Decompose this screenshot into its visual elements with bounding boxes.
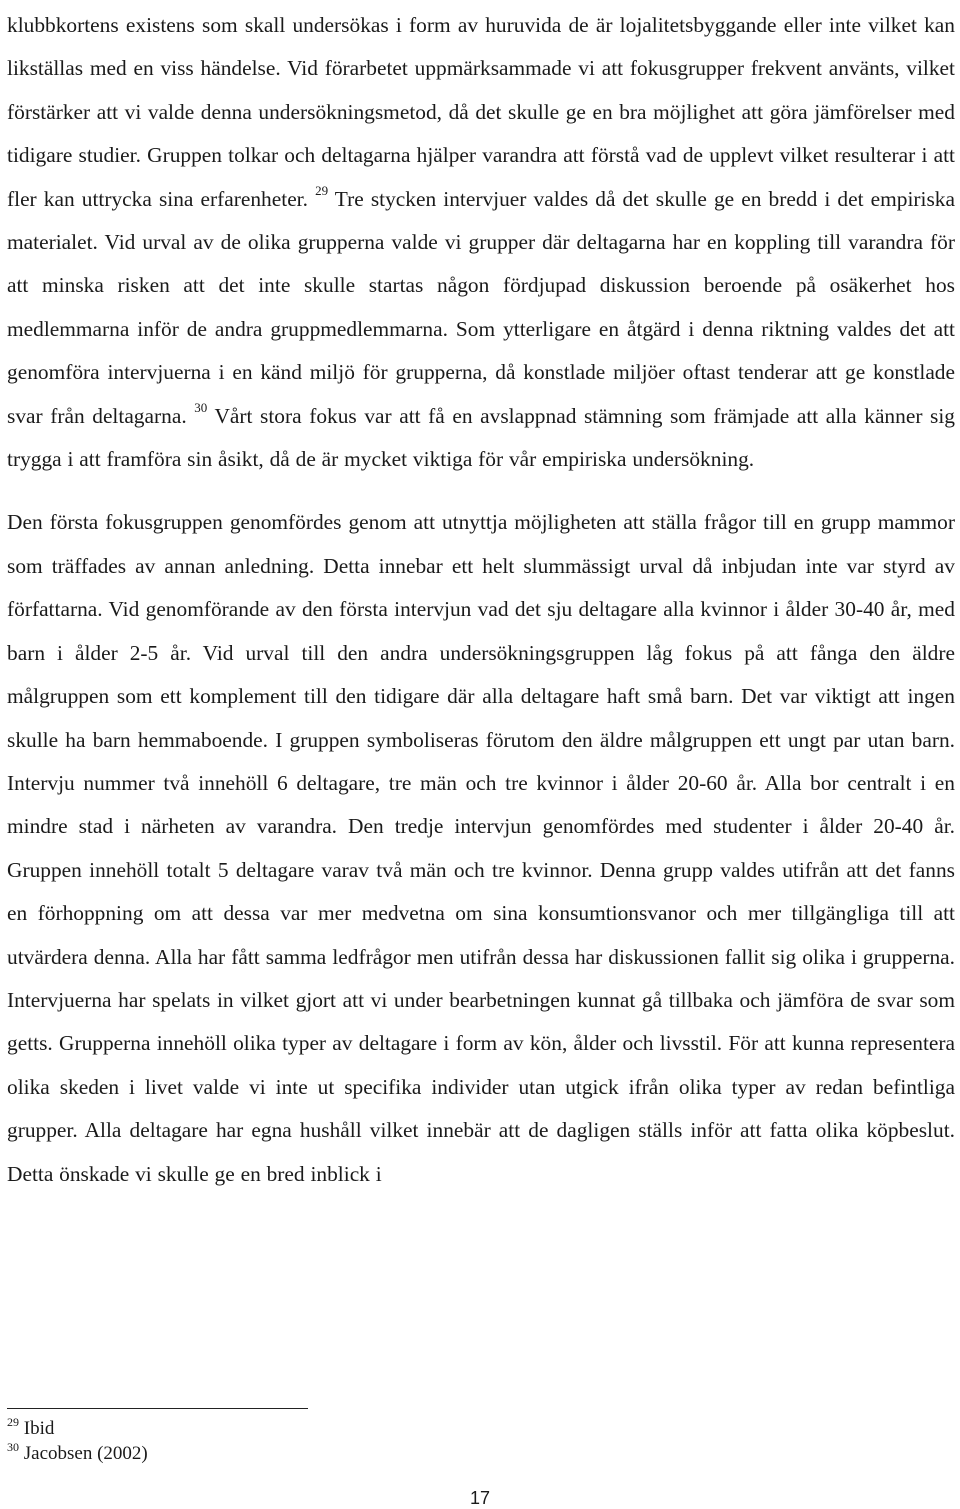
- footnote-ref-29: 29: [315, 182, 329, 198]
- page-number: 17: [469, 1488, 491, 1508]
- footnote-number: 29: [7, 1415, 19, 1429]
- footnote-30: [7, 1441, 607, 1466]
- footnotes: [7, 1416, 607, 1466]
- footnote-separator: [7, 1408, 308, 1409]
- footnote-29: [7, 1416, 607, 1441]
- paragraph-text-run: Vårt stora fokus var att få en avslappnad stämning som främjade att alla känner sig trygga i att framföra sin åsikt, då de är mycket viktiga för vår empiriska undersökning.: [7, 403, 955, 472]
- footnote-number: 30: [7, 1440, 19, 1454]
- paragraph-text-run: Tre stycken intervjuer valdes då det skulle ge en bredd i det empiriska materialet. Vid urval av de olika grupperna valde vi grupper där deltagarna har en koppling till varandra för att minska risken att det inte skulle startas någon fördjupad diskussion beroende på osäkerhet hos medlemmarna inför de andra gruppmedlemmarna. Som ytterligare en åtgärd i denna riktning valdes det att genomföra intervjuerna i en känd miljö för grupperna, då konstlade miljöer oftast tenderar att ge konstlade svar från deltagarna.: [7, 186, 955, 428]
- document-body: [7, 4, 955, 1196]
- footnote-text: Jacobsen (2002): [23, 1443, 148, 1464]
- footnote-text: Ibid: [23, 1418, 55, 1439]
- footnote-ref-30: 30: [194, 399, 208, 415]
- paragraph-text-run: Den första fokusgruppen genomfördes genom att utnyttja möjligheten att ställa frågor till en grupp mammor som träffades av annan anledning. Detta innebar ett helt slummässigt urval då inbjudan inte var styrd av författarna. Vid genomförande av den första intervjun vad det sju deltagare alla kvinnor i ålder 30-40 år, med barn i ålder 2-5 år. Vid urval till den andra undersökningsgruppen låg fokus på att fånga den äldre målgruppen som ett komplement till den tidigare där alla deltagare haft små barn. Det var viktigt att ingen skulle ha barn hemmaboende. I gruppen symboliseras förutom den äldre målgruppen ett ungt par utan barn. Intervju nummer två innehöll 6 deltagare, tre män och tre kvinnor i ålder 20-60 år. Alla bor centralt i en mindre stad i närheten av varandra. Den tredje intervjun genomfördes med studenter i ålder 20-40 år. Gruppen innehöll totalt 5 deltagare varav två män och tre kvinnor. Denna grupp valdes utifrån att det fanns en förhoppning om att dessa var mer medvetna om sina konsumtionsvanor och mer tillgängliga till att utvärdera denna. Alla har fått samma ledfrågor men utifrån dessa har diskussionen fallit sig olika i grupperna. Intervjuerna har spelats in vilket gjort att vi under bearbetningen kunnat gå tillbaka och jämföra de svar som getts. Grupperna innehöll olika typer av deltagare i form av kön, ålder och livsstil. För att kunna representera olika skeden i livet valde vi inte ut specifika individer utan utgick ifrån olika typer av redan befintliga grupper. Alla deltagare har egna hushåll vilket innebär att de dagligen ställs inför att fatta olika köpbeslut. Detta önskade vi skulle ge en bred inblick i: [7, 510, 955, 1186]
- paragraph-text-run: klubbkortens existens som skall undersökas i form av huruvida de är lojalitetsbyggande eller inte vilket kan likställas med en viss händelse. Vid förarbetet uppmärksammade vi att fokusgrupper frekvent använts, vilket förstärker att vi valde denna undersökningsmetod, då det skulle ge en bra möjlighet att göra jämförelser med tidigare studier. Gruppen tolkar och deltagarna hjälper varandra att förstå vad de upplevt vilket resulterar i att fler kan uttrycka sina erfarenheter.: [7, 13, 955, 211]
- body-paragraph-1: [7, 4, 955, 481]
- body-paragraph-2: [7, 501, 955, 1196]
